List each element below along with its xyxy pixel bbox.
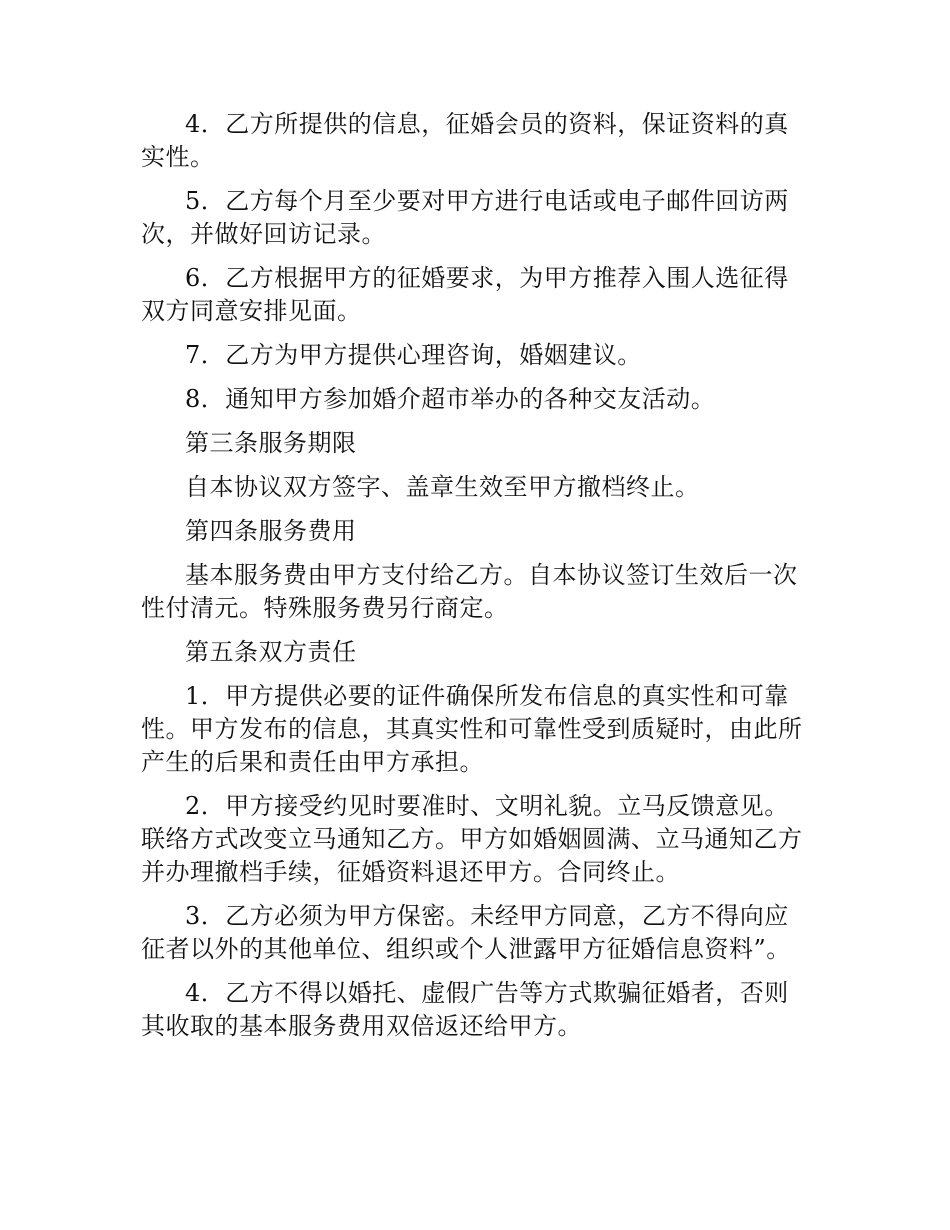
clause-b4: 4．乙方所提供的信息，征婚会员的资料，保证资料的真实性。 [141,110,789,171]
clause-b5: 5．乙方每个月至少要对甲方进行电话或电子邮件回访两次，并做好回访记录。 [141,187,789,248]
section-heading-service-fee: 第四条服务费用 [185,517,357,545]
document-body [141,108,813,1054]
responsibility-2: 2．甲方接受约见时要准时、文明礼貌。立马反馈意见。联络方式改变立马通知乙方。甲方如婚姻圆满、立马通知乙方并办理撤档手续，征婚资料退还甲方。合同终止。 [141,792,803,886]
clause-b6: 6．乙方根据甲方的征婚要求，为甲方推荐入围人选征得双方同意安排见面。 [141,264,789,325]
clause-b8: 8．通知甲方参加婚介超市举办的各种交友活动。 [185,385,716,413]
clause-b7: 7．乙方为甲方提供心理咨询，婚姻建议。 [185,341,642,369]
responsibility-4: 4．乙方不得以婚托、虚假广告等方式欺骗征婚者，否则其收取的基本服务费用双倍返还给甲方。 [141,979,789,1040]
service-term-text: 自本协议双方签字、盖章生效至甲方撤档终止。 [185,473,700,501]
section-heading-service-term: 第三条服务期限 [185,429,357,457]
responsibility-1: 1．甲方提供必要的证件确保所发布信息的真实性和可靠性。甲方发布的信息，其真实性和可靠性受到质疑时，由此所产生的后果和责任由甲方承担。 [141,682,803,776]
responsibility-3: 3．乙方必须为甲方保密。未经甲方同意，乙方不得向应征者以外的其他单位、组织或个人泄露甲方征婚信息资料”。 [141,902,791,963]
service-fee-text: 基本服务费由甲方支付给乙方。自本协议签订生效后一次性付清元。特殊服务费另行商定。 [141,561,798,622]
section-heading-responsibilities: 第五条双方责任 [185,638,357,666]
